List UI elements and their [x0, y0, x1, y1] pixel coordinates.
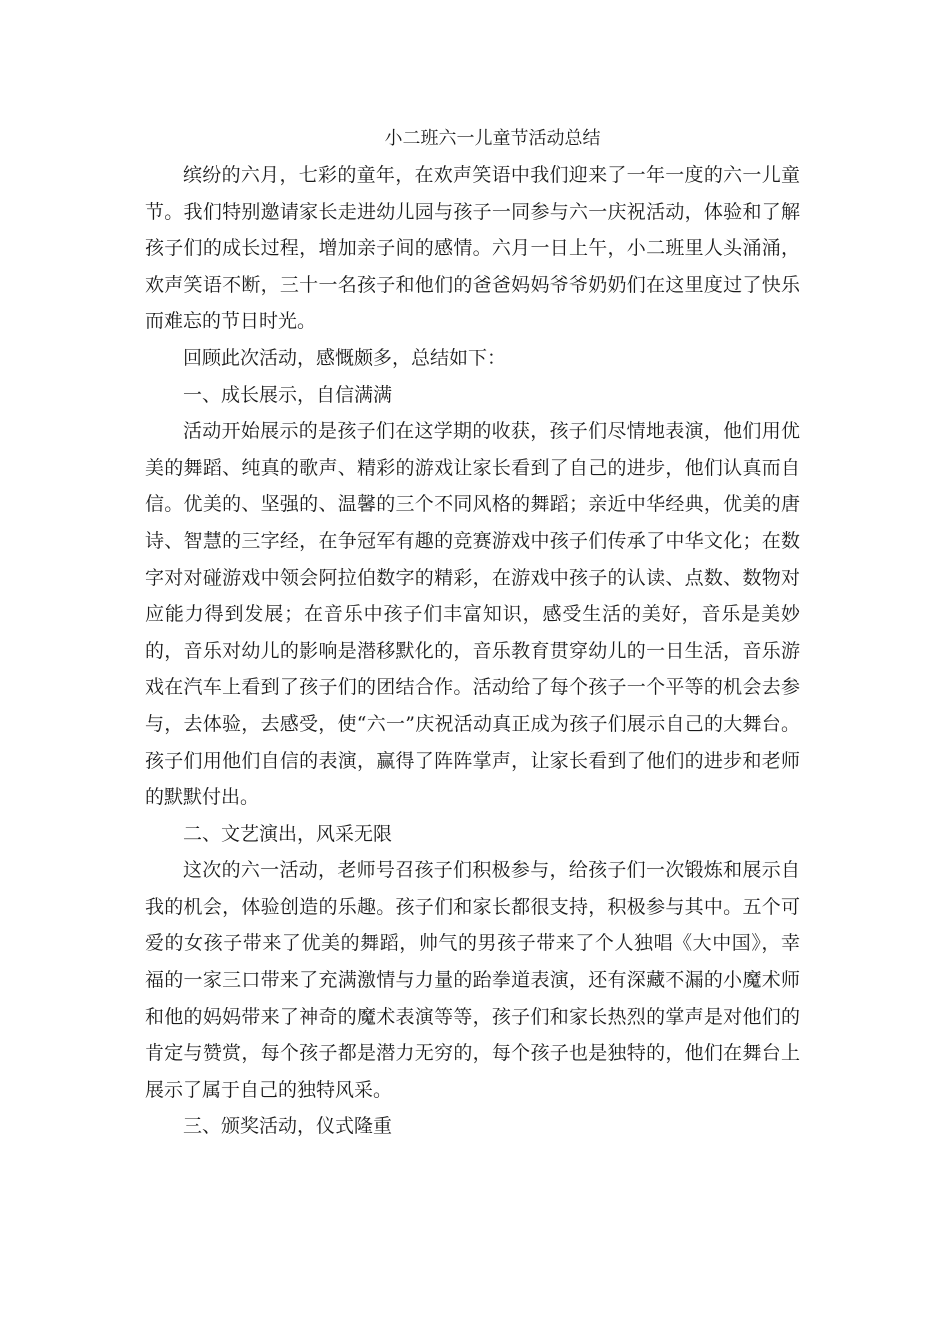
document-title: 小二班六一儿童节活动总结	[384, 128, 601, 149]
section-heading-2: 二、文艺演出，风采无限	[183, 822, 393, 845]
paragraph-intro: 缤纷的六月，七彩的童年，在欢声笑语中我们迎来了一年一度的六一儿童节。我们特别邀请家长走进幼儿园与孩子一同参与六一庆祝活动，体验和了解孩子们的成长过程，增加亲子间的感情。六月一日上午，小二班里人头涌涌，欢声笑语不断，三十一名孩子和他们的爸爸妈妈爷爷奶奶们在这里度过了快乐而难忘的节日时光。	[145, 164, 800, 333]
paragraph-review: 回顾此次活动，感慨颇多，总结如下：	[183, 346, 507, 369]
section-heading-3: 三、颁奖活动，仪式隆重	[183, 1115, 393, 1138]
section-heading-1: 一、成长展示，自信满满	[183, 383, 393, 406]
paragraph-section-2: 这次的六一活动，老师号召孩子们积极参与，给孩子们一次锻炼和展示自我的机会，体验创造的乐趣。孩子们和家长都很支持，积极参与其中。五个可爱的女孩子带来了优美的舞蹈，帅气的男孩子带来了个人独唱《大中国》，幸福的一家三口带来了充满激情与力量的跆拳道表演，还有深藏不漏的小魔术师和他的妈妈带来了神奇的魔术表演等等，孩子们和家长热烈的掌声是对他们的肯定与赞赏，每个孩子都是潜力无穷的，每个孩子也是独特的，他们在舞台上展示了属于自己的独特风采。	[145, 859, 800, 1101]
document-body	[145, 121, 800, 1145]
paragraph-section-1: 活动开始展示的是孩子们在这学期的收获，孩子们尽情地表演，他们用优美的舞蹈、纯真的歌声、精彩的游戏让家长看到了自己的进步，他们认真而自信。优美的、坚强的、温馨的三个不同风格的舞蹈；亲近中华经典，优美的唐诗、智慧的三字经，在争冠军有趣的竞赛游戏中孩子们传承了中华文化；在数字对对碰游戏中领会阿拉伯数字的精彩，在游戏中孩子的认读、点数、数物对应能力得到发展；在音乐中孩子们丰富知识，感受生活的美好，音乐是美妙的，音乐对幼儿的影响是潜移默化的，音乐教育贯穿幼儿的一日生活，音乐游戏在汽车上看到了孩子们的团结合作。活动给了每个孩子一个平等的机会去参与，去体验，去感受，使“六一”庆祝活动真正成为孩子们展示自己的大舞台。孩子们用他们自信的表演，赢得了阵阵掌声，让家长看到了他们的进步和老师的默默付出。	[145, 420, 800, 809]
